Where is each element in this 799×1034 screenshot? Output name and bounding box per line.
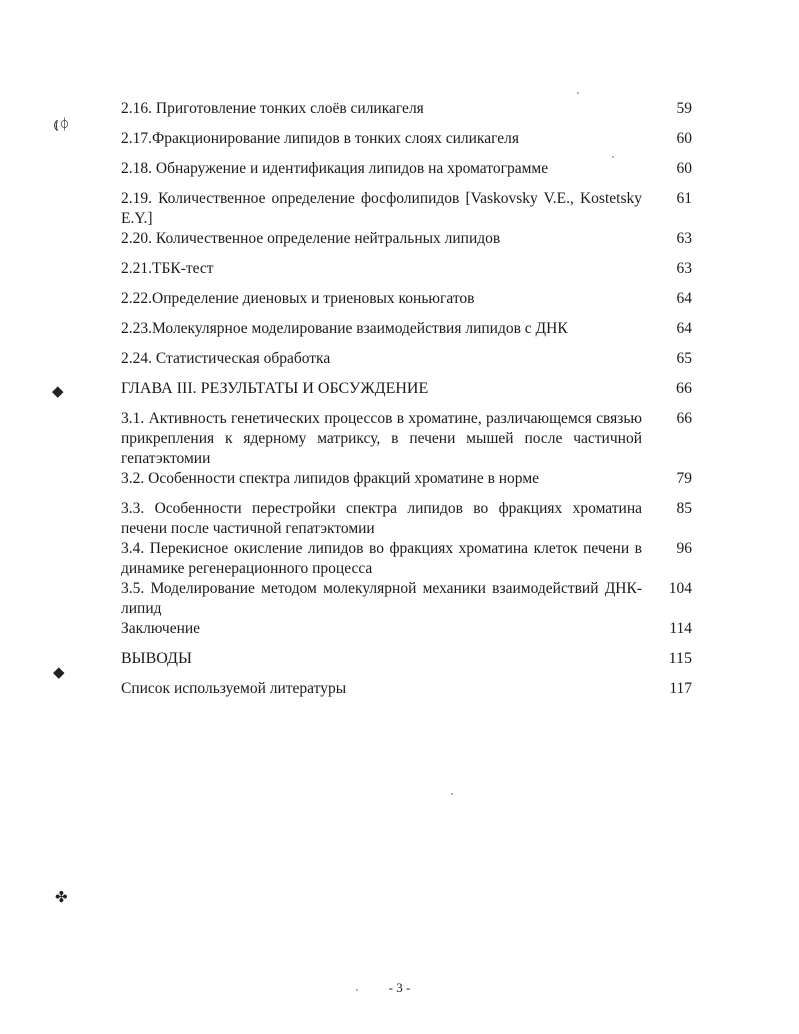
- toc-entry: [121, 349, 692, 369]
- toc-entry-title: Заключение: [121, 620, 201, 637]
- toc-entry-title: 2.21.ТБК-тест: [121, 260, 214, 277]
- toc-entry-title: ВЫВОДЫ: [121, 650, 192, 667]
- toc-entry-title: Список используемой литературы: [121, 680, 347, 697]
- table-of-contents: [121, 99, 692, 699]
- toc-entry: [121, 129, 692, 149]
- toc-entry: [121, 539, 692, 579]
- margin-mark-icon: ◆: [52, 382, 64, 400]
- toc-entry-page: 66: [676, 380, 692, 397]
- margin-mark-icon: ◆: [53, 663, 65, 681]
- toc-entry-page: 60: [676, 160, 692, 177]
- toc-entry-page: 66: [676, 410, 692, 427]
- toc-entry: [121, 189, 692, 229]
- toc-entry-title: 2.16. Приготовление тонких слоёв силикагеля: [121, 100, 424, 117]
- toc-entry-title: 3.1. Активность генетических процессов в хроматине, различающемся связью прикрепления к ядерному матриксу, в печени мышей после частичной гепатэктомии: [121, 410, 642, 467]
- page-number-footer: - 3 -: [388, 980, 411, 995]
- toc-entry-title: 2.23.Молекулярное моделирование взаимодействия липидов с ДНК: [121, 320, 568, 337]
- toc-entry: [121, 259, 692, 279]
- toc-entry-title: 2.22.Определение диеновых и триеновых коньюгатов: [121, 290, 475, 307]
- toc-entry: [121, 229, 692, 249]
- toc-entry-page: 104: [668, 580, 692, 597]
- margin-mark-icon: ✤: [55, 888, 68, 906]
- toc-entry-page: 60: [676, 130, 692, 147]
- toc-entry-page: 63: [676, 230, 692, 247]
- toc-entry-title: 2.20. Количественное определение нейтральных липидов: [121, 230, 501, 247]
- toc-entry-page: 61: [676, 190, 692, 207]
- toc-entry-page: 96: [676, 540, 692, 557]
- scan-speck: [577, 92, 579, 94]
- toc-entry-page: 63: [676, 260, 692, 277]
- toc-chapter-heading: [121, 379, 692, 399]
- margin-mark-icon: ⦅ᛰ: [51, 115, 70, 133]
- toc-entry-title: 3.3. Особенности перестройки спектра липидов во фракциях хроматина печени после частичной гепатэктомии: [121, 500, 642, 537]
- toc-entry-title: 3.5. Моделирование методом молекулярной механики взаимодействий ДНК-липид: [121, 580, 642, 617]
- toc-entry: [121, 469, 692, 489]
- toc-entry: [121, 289, 692, 309]
- toc-entry-title: 2.19. Количественное определение фосфолипидов [Vaskovsky V.E., Kostetsky E.Y.]: [121, 190, 642, 227]
- toc-entry-title: 2.24. Статистическая обработка: [121, 350, 331, 367]
- toc-entry-page: 59: [676, 100, 692, 117]
- toc-entry: [121, 619, 692, 639]
- toc-entry-page: 64: [676, 320, 692, 337]
- toc-entry-page: 64: [676, 290, 692, 307]
- toc-entry-page: 114: [669, 620, 692, 637]
- toc-entry-title: 2.18. Обнаружение и идентификация липидов на хроматограмме: [121, 160, 549, 177]
- toc-chapter-heading: [121, 649, 692, 669]
- toc-entry-title: 2.17.Фракционирование липидов в тонких слоях силикагеля: [121, 130, 519, 147]
- scan-speck: [451, 793, 453, 795]
- toc-entry: [121, 99, 692, 119]
- toc-entry-title: 3.4. Перекисное окисление липидов во фракциях хроматина клеток печени в динамике регенерационного процесса: [121, 540, 642, 577]
- toc-entry-title: 3.2. Особенности спектра липидов фракций хроматине в норме: [121, 470, 540, 487]
- toc-entry: [121, 409, 692, 469]
- toc-entry-title: ГЛАВА III. РЕЗУЛЬТАТЫ И ОБСУЖДЕНИЕ: [121, 380, 429, 397]
- toc-entry-page: 79: [676, 470, 692, 487]
- toc-entry: [121, 499, 692, 539]
- toc-entry-page: 85: [676, 500, 692, 517]
- toc-entry: [121, 579, 692, 619]
- toc-entry: [121, 319, 692, 339]
- toc-entry-page: 65: [676, 350, 692, 367]
- toc-entry: [121, 159, 692, 179]
- toc-entry: [121, 679, 692, 699]
- toc-entry-page: 115: [668, 650, 692, 667]
- toc-entry-page: 117: [669, 680, 692, 697]
